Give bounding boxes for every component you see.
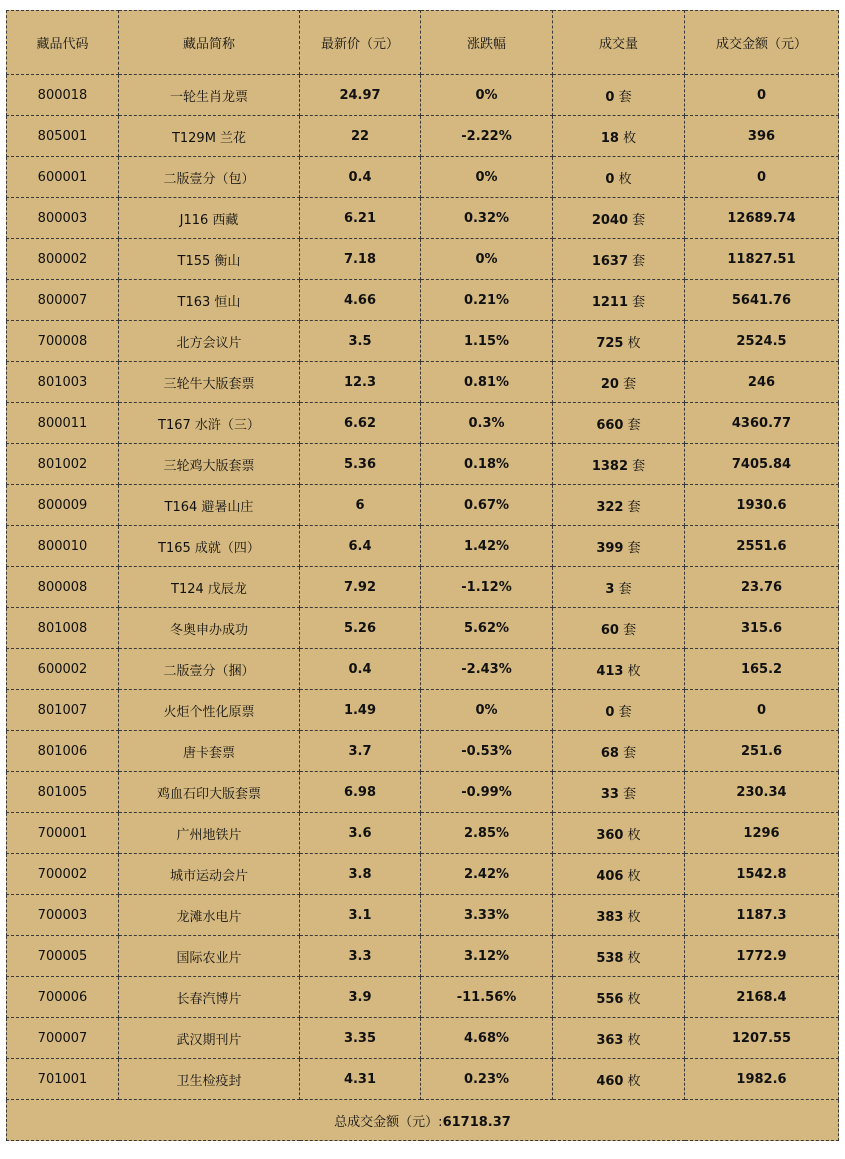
volume-number: 1637 — [591, 253, 629, 269]
cell-code: 800011 — [7, 403, 119, 444]
volume-number: 0 — [605, 704, 615, 720]
cell-code: 800003 — [7, 198, 119, 239]
cell-price: 0.4 — [300, 649, 421, 690]
cell-volume — [553, 813, 685, 854]
table-row — [7, 75, 839, 116]
cell-price: 6.4 — [300, 526, 421, 567]
volume-number: 2040 — [591, 212, 629, 228]
volume-unit: 枚 — [627, 1073, 641, 1089]
cell-change: 0.23% — [421, 1059, 553, 1100]
cell-change: 0% — [421, 690, 553, 731]
volume-number: 0 — [605, 89, 615, 105]
cell-price: 3.8 — [300, 854, 421, 895]
table-row — [7, 239, 839, 280]
cell-change: 0.3% — [421, 403, 553, 444]
cell-volume — [553, 198, 685, 239]
cell-code: 800008 — [7, 567, 119, 608]
cell-name: 长春汽博片 — [119, 977, 300, 1018]
cell-change: 0% — [421, 157, 553, 198]
cell-change: -1.12% — [421, 567, 553, 608]
cell-amount: 0 — [685, 690, 839, 731]
cell-change: -11.56% — [421, 977, 553, 1018]
cell-code: 801003 — [7, 362, 119, 403]
volume-unit: 枚 — [618, 171, 632, 187]
cell-volume — [553, 157, 685, 198]
table-row — [7, 895, 839, 936]
cell-amount: 11827.51 — [685, 239, 839, 280]
header-volume: 成交量 — [553, 11, 685, 75]
cell-amount: 251.6 — [685, 731, 839, 772]
cell-change: -2.43% — [421, 649, 553, 690]
cell-name: 鸡血石印大版套票 — [119, 772, 300, 813]
market-table-container — [6, 10, 838, 1141]
cell-change: 0% — [421, 239, 553, 280]
table-row — [7, 690, 839, 731]
volume-unit: 套 — [632, 212, 646, 228]
cell-name: 三轮鸡大版套票 — [119, 444, 300, 485]
cell-price: 6.62 — [300, 403, 421, 444]
cell-code: 801006 — [7, 731, 119, 772]
cell-amount: 2551.6 — [685, 526, 839, 567]
table-row — [7, 403, 839, 444]
volume-number: 60 — [600, 622, 619, 638]
cell-code: 600001 — [7, 157, 119, 198]
cell-price: 0.4 — [300, 157, 421, 198]
volume-unit: 枚 — [627, 663, 641, 679]
cell-volume — [553, 362, 685, 403]
cell-amount: 4360.77 — [685, 403, 839, 444]
volume-unit: 套 — [627, 540, 641, 556]
cell-price: 6.21 — [300, 198, 421, 239]
cell-code: 700005 — [7, 936, 119, 977]
volume-number: 18 — [600, 130, 619, 146]
cell-change: -0.53% — [421, 731, 553, 772]
cell-name: 三轮牛大版套票 — [119, 362, 300, 403]
table-row — [7, 526, 839, 567]
cell-amount: 0 — [685, 75, 839, 116]
cell-change: -2.22% — [421, 116, 553, 157]
cell-change: -0.99% — [421, 772, 553, 813]
cell-price: 3.6 — [300, 813, 421, 854]
volume-unit: 套 — [632, 458, 646, 474]
table-row — [7, 444, 839, 485]
cell-volume — [553, 1059, 685, 1100]
cell-change: 1.42% — [421, 526, 553, 567]
cell-amount: 230.34 — [685, 772, 839, 813]
volume-unit: 枚 — [627, 827, 641, 843]
volume-unit: 套 — [627, 499, 641, 515]
cell-code: 800010 — [7, 526, 119, 567]
cell-volume — [553, 649, 685, 690]
cell-volume — [553, 567, 685, 608]
cell-price: 5.26 — [300, 608, 421, 649]
table-footer — [7, 1100, 839, 1141]
cell-code: 801002 — [7, 444, 119, 485]
cell-name: T165 成就（四） — [119, 526, 300, 567]
cell-volume — [553, 1018, 685, 1059]
market-table — [6, 10, 839, 1141]
volume-unit: 套 — [618, 704, 632, 720]
volume-number: 460 — [596, 1073, 624, 1089]
cell-name: 火炬个性化原票 — [119, 690, 300, 731]
cell-change: 0.67% — [421, 485, 553, 526]
cell-volume — [553, 731, 685, 772]
cell-code: 700002 — [7, 854, 119, 895]
table-row — [7, 116, 839, 157]
volume-number: 1211 — [591, 294, 629, 310]
cell-price: 3.1 — [300, 895, 421, 936]
table-row — [7, 1059, 839, 1100]
cell-change: 0.32% — [421, 198, 553, 239]
cell-price: 4.31 — [300, 1059, 421, 1100]
cell-price: 3.5 — [300, 321, 421, 362]
cell-code: 801008 — [7, 608, 119, 649]
table-row — [7, 977, 839, 1018]
cell-name: 唐卡套票 — [119, 731, 300, 772]
total-cell — [7, 1100, 839, 1141]
volume-unit: 枚 — [627, 868, 641, 884]
table-row — [7, 813, 839, 854]
cell-amount: 1207.55 — [685, 1018, 839, 1059]
cell-price: 7.18 — [300, 239, 421, 280]
cell-code: 800018 — [7, 75, 119, 116]
cell-change: 0% — [421, 75, 553, 116]
cell-name: 二版壹分（捆） — [119, 649, 300, 690]
cell-name: 广州地铁片 — [119, 813, 300, 854]
cell-volume — [553, 608, 685, 649]
cell-amount: 12689.74 — [685, 198, 839, 239]
volume-number: 20 — [600, 376, 619, 392]
cell-price: 3.3 — [300, 936, 421, 977]
table-row — [7, 936, 839, 977]
cell-name: 国际农业片 — [119, 936, 300, 977]
total-label: 总成交金额（元）: — [334, 1114, 443, 1130]
cell-code: 700008 — [7, 321, 119, 362]
header-amount: 成交金额（元） — [685, 11, 839, 75]
cell-price: 1.49 — [300, 690, 421, 731]
cell-code: 700003 — [7, 895, 119, 936]
cell-volume — [553, 485, 685, 526]
table-row — [7, 649, 839, 690]
cell-code: 805001 — [7, 116, 119, 157]
cell-volume — [553, 403, 685, 444]
volume-number: 413 — [596, 663, 624, 679]
cell-amount: 2168.4 — [685, 977, 839, 1018]
volume-number: 725 — [596, 335, 624, 351]
cell-amount: 1772.9 — [685, 936, 839, 977]
table-row — [7, 608, 839, 649]
volume-number: 0 — [605, 171, 615, 187]
volume-number: 406 — [596, 868, 624, 884]
cell-volume — [553, 936, 685, 977]
cell-volume — [553, 526, 685, 567]
cell-code: 800002 — [7, 239, 119, 280]
cell-amount: 1187.3 — [685, 895, 839, 936]
cell-price: 22 — [300, 116, 421, 157]
volume-unit: 枚 — [627, 909, 641, 925]
volume-unit: 套 — [632, 253, 646, 269]
cell-change: 0.18% — [421, 444, 553, 485]
cell-change: 2.42% — [421, 854, 553, 895]
table-row — [7, 485, 839, 526]
cell-volume — [553, 75, 685, 116]
volume-unit: 枚 — [623, 130, 637, 146]
volume-unit: 套 — [627, 417, 641, 433]
cell-volume — [553, 895, 685, 936]
header-price: 最新价（元） — [300, 11, 421, 75]
cell-code: 801005 — [7, 772, 119, 813]
cell-name: 武汉期刊片 — [119, 1018, 300, 1059]
cell-code: 700001 — [7, 813, 119, 854]
cell-name: T129M 兰花 — [119, 116, 300, 157]
volume-unit: 套 — [623, 745, 637, 761]
cell-volume — [553, 116, 685, 157]
cell-amount: 7405.84 — [685, 444, 839, 485]
cell-volume — [553, 239, 685, 280]
cell-price: 24.97 — [300, 75, 421, 116]
cell-price: 7.92 — [300, 567, 421, 608]
cell-amount: 246 — [685, 362, 839, 403]
cell-volume — [553, 977, 685, 1018]
volume-number: 556 — [596, 991, 624, 1007]
cell-code: 700007 — [7, 1018, 119, 1059]
table-row — [7, 772, 839, 813]
cell-name: 卫生检疫封 — [119, 1059, 300, 1100]
cell-code: 800007 — [7, 280, 119, 321]
volume-unit: 枚 — [627, 1032, 641, 1048]
cell-code: 600002 — [7, 649, 119, 690]
cell-amount: 165.2 — [685, 649, 839, 690]
volume-number: 33 — [600, 786, 619, 802]
cell-change: 3.33% — [421, 895, 553, 936]
volume-unit: 套 — [618, 581, 632, 597]
cell-change: 4.68% — [421, 1018, 553, 1059]
table-row — [7, 731, 839, 772]
cell-price: 6 — [300, 485, 421, 526]
cell-amount: 315.6 — [685, 608, 839, 649]
volume-number: 3 — [605, 581, 615, 597]
cell-amount: 1542.8 — [685, 854, 839, 895]
footer-row — [7, 1100, 839, 1141]
header-change: 涨跌幅 — [421, 11, 553, 75]
cell-name: T167 水浒（三） — [119, 403, 300, 444]
volume-unit: 套 — [632, 294, 646, 310]
total-amount: 61718.37 — [442, 1114, 511, 1130]
cell-volume — [553, 444, 685, 485]
cell-code: 700006 — [7, 977, 119, 1018]
table-row — [7, 1018, 839, 1059]
cell-code: 701001 — [7, 1059, 119, 1100]
cell-name: T164 避暑山庄 — [119, 485, 300, 526]
cell-code: 801007 — [7, 690, 119, 731]
cell-name: J116 西藏 — [119, 198, 300, 239]
cell-change: 3.12% — [421, 936, 553, 977]
cell-change: 0.21% — [421, 280, 553, 321]
header-name: 藏品简称 — [119, 11, 300, 75]
table-row — [7, 321, 839, 362]
cell-name: 二版壹分（包） — [119, 157, 300, 198]
cell-code: 800009 — [7, 485, 119, 526]
cell-change: 1.15% — [421, 321, 553, 362]
cell-volume — [553, 280, 685, 321]
header-code: 藏品代码 — [7, 11, 119, 75]
table-row — [7, 198, 839, 239]
cell-price: 3.35 — [300, 1018, 421, 1059]
volume-number: 360 — [596, 827, 624, 843]
table-body — [7, 75, 839, 1100]
volume-number: 322 — [596, 499, 624, 515]
cell-amount: 23.76 — [685, 567, 839, 608]
volume-unit: 枚 — [627, 991, 641, 1007]
cell-amount: 2524.5 — [685, 321, 839, 362]
cell-change: 2.85% — [421, 813, 553, 854]
cell-price: 12.3 — [300, 362, 421, 403]
cell-volume — [553, 772, 685, 813]
table-row — [7, 854, 839, 895]
cell-price: 3.7 — [300, 731, 421, 772]
volume-unit: 套 — [618, 89, 632, 105]
cell-amount: 396 — [685, 116, 839, 157]
cell-name: T163 恒山 — [119, 280, 300, 321]
cell-name: T155 衡山 — [119, 239, 300, 280]
cell-name: 一轮生肖龙票 — [119, 75, 300, 116]
cell-price: 6.98 — [300, 772, 421, 813]
volume-unit: 套 — [623, 376, 637, 392]
cell-amount: 1982.6 — [685, 1059, 839, 1100]
volume-unit: 枚 — [627, 950, 641, 966]
cell-name: 冬奥申办成功 — [119, 608, 300, 649]
cell-name: 龙滩水电片 — [119, 895, 300, 936]
table-row — [7, 567, 839, 608]
volume-unit: 枚 — [627, 335, 641, 351]
cell-amount: 5641.76 — [685, 280, 839, 321]
cell-name: 北方会议片 — [119, 321, 300, 362]
table-row — [7, 362, 839, 403]
table-row — [7, 157, 839, 198]
volume-number: 363 — [596, 1032, 624, 1048]
cell-volume — [553, 321, 685, 362]
volume-number: 383 — [596, 909, 624, 925]
volume-number: 538 — [596, 950, 624, 966]
cell-name: 城市运动会片 — [119, 854, 300, 895]
cell-change: 5.62% — [421, 608, 553, 649]
cell-price: 3.9 — [300, 977, 421, 1018]
cell-amount: 1930.6 — [685, 485, 839, 526]
cell-volume — [553, 854, 685, 895]
volume-unit: 套 — [623, 786, 637, 802]
header-row — [7, 11, 839, 75]
cell-price: 4.66 — [300, 280, 421, 321]
cell-amount: 1296 — [685, 813, 839, 854]
table-header — [7, 11, 839, 75]
table-row — [7, 280, 839, 321]
volume-number: 1382 — [591, 458, 629, 474]
volume-unit: 套 — [623, 622, 637, 638]
cell-change: 0.81% — [421, 362, 553, 403]
cell-volume — [553, 690, 685, 731]
cell-amount: 0 — [685, 157, 839, 198]
cell-price: 5.36 — [300, 444, 421, 485]
volume-number: 660 — [596, 417, 624, 433]
cell-name: T124 戊辰龙 — [119, 567, 300, 608]
volume-number: 68 — [600, 745, 619, 761]
volume-number: 399 — [596, 540, 624, 556]
